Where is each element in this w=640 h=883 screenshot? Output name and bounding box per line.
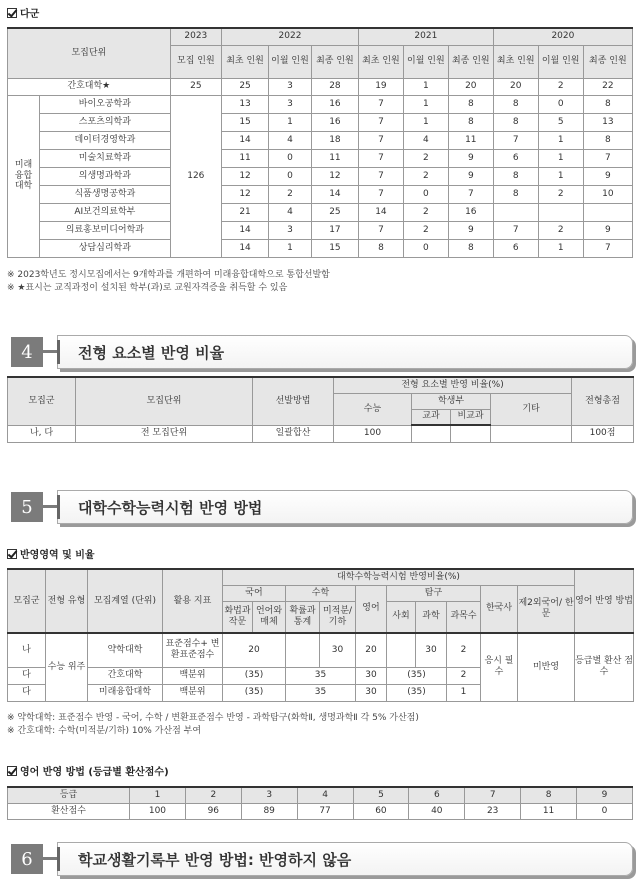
cell-korean: 20 <box>223 633 286 667</box>
table-row <box>8 425 634 442</box>
section-connector <box>43 857 57 860</box>
hdr-media: 언어와 매체 <box>253 601 286 633</box>
cell: 11 <box>222 149 269 167</box>
cell: 9 <box>448 221 493 239</box>
cell: 2 <box>269 185 312 203</box>
cell: 6 <box>493 149 538 167</box>
cell: 8 <box>358 239 403 257</box>
score-cell: 23 <box>465 803 521 819</box>
hdr-2020: 2020 <box>493 28 632 45</box>
cell-korean: (35) <box>223 684 286 701</box>
grade-label: 등급 <box>8 787 130 803</box>
cell: 9 <box>448 167 493 185</box>
cell: 8 <box>493 113 538 131</box>
hdr-final: 최종 인원 <box>311 45 358 78</box>
section-title: 학교생활기록부 반영 방법: 반영하지 않음 <box>57 842 633 876</box>
hdr-math: 수학 <box>286 585 356 601</box>
cell: 0 <box>269 167 312 185</box>
section-number: 4 <box>11 337 43 367</box>
nursing-name: 간호대학★ <box>8 78 171 95</box>
note-line: ※ 간호대학: 수학(미적분/기하) 10% 가산점 부여 <box>7 726 202 736</box>
cell-total: 100점 <box>572 425 634 442</box>
grade-cell: 5 <box>353 787 409 803</box>
score-label: 환산점수 <box>8 803 130 819</box>
cell-prob <box>286 633 320 667</box>
cell: 1 <box>538 149 583 167</box>
section-title: 대학수학능력시험 반영 방법 <box>57 490 633 524</box>
cell-calc: 30 <box>320 633 356 667</box>
cell: 7 <box>583 239 632 257</box>
table-row <box>8 167 633 185</box>
cell-etc <box>491 425 572 442</box>
cell-science: 30 <box>416 633 447 667</box>
cell-subjects: 1 <box>447 684 481 701</box>
cell-group: 다 <box>8 684 46 701</box>
cell: 15 <box>311 239 358 257</box>
grade-cell: 1 <box>130 787 186 803</box>
section-connector <box>43 350 57 353</box>
table-row <box>8 95 633 113</box>
cell: 1 <box>538 167 583 185</box>
cell: 3 <box>269 221 312 239</box>
cell: 2 <box>403 149 448 167</box>
cell-inquiry: (35) <box>387 667 447 684</box>
grade-cell: 8 <box>521 787 577 803</box>
score-cell: 89 <box>241 803 297 819</box>
hdr-unit: 모집계열 (단위) <box>88 569 163 633</box>
grade-cell: 3 <box>241 787 297 803</box>
dagun-table <box>7 27 633 258</box>
hdr-index: 활용 지표 <box>163 569 223 633</box>
cell: 22 <box>583 78 632 95</box>
eng-grade-table <box>7 786 633 820</box>
hdr-first: 최초 인원 <box>493 45 538 78</box>
cell <box>538 203 583 221</box>
cell: 14 <box>311 185 358 203</box>
cell-subjects: 2 <box>447 667 481 684</box>
cell: 0 <box>403 185 448 203</box>
cell: 25 <box>311 203 358 221</box>
hdr-group: 모집군 <box>8 377 76 425</box>
cell: 17 <box>311 221 358 239</box>
hdr-quota: 모집 인원 <box>170 45 221 78</box>
hdr-carry: 이월 인원 <box>269 45 312 78</box>
cell: 12 <box>311 167 358 185</box>
grade-cell: 4 <box>297 787 353 803</box>
cell: 1 <box>269 239 312 257</box>
cell: 16 <box>311 95 358 113</box>
cell: 9 <box>583 167 632 185</box>
cell: 7 <box>358 149 403 167</box>
dept-name: AI보건의료학부 <box>40 203 171 221</box>
hdr-carry: 이월 인원 <box>403 45 448 78</box>
score-cell: 60 <box>353 803 409 819</box>
section-6-header <box>7 842 633 876</box>
cell: 0 <box>538 95 583 113</box>
hdr-ratio: 대학수학능력시험 반영비율(%) <box>223 569 575 585</box>
grade-cell: 2 <box>185 787 241 803</box>
cell: 7 <box>358 167 403 185</box>
cell-index: 백분위 <box>163 684 223 701</box>
cell: 8 <box>583 95 632 113</box>
hdr-2023: 2023 <box>170 28 221 45</box>
cell-inquiry: (35) <box>387 684 447 701</box>
cell-eng-method: 등급별 환산 점수 <box>575 633 634 701</box>
cell-social <box>387 633 416 667</box>
cell <box>583 203 632 221</box>
cell: 7 <box>358 221 403 239</box>
cell: 8 <box>448 113 493 131</box>
hdr-foreign: 제2외국어/ 한문 <box>518 585 575 633</box>
cell: 11 <box>311 149 358 167</box>
cell: 14 <box>222 239 269 257</box>
checkbox-icon <box>7 766 17 776</box>
sec5-table <box>7 568 634 702</box>
hdr-eng-method: 영어 반영 방법 <box>575 569 634 633</box>
hdr-unit: 모집단위 <box>76 377 253 425</box>
cell-english: 30 <box>356 667 387 684</box>
cell: 1 <box>269 113 312 131</box>
grade-cell: 7 <box>465 787 521 803</box>
cell: 5 <box>538 113 583 131</box>
cell: 6 <box>493 239 538 257</box>
cell: 25 <box>222 78 269 95</box>
table-row <box>8 633 634 667</box>
cell-subject <box>412 425 451 442</box>
table-row <box>8 78 633 95</box>
cell: 16 <box>448 203 493 221</box>
cell: 18 <box>311 131 358 149</box>
cell: 14 <box>358 203 403 221</box>
cell: 8 <box>448 95 493 113</box>
cell: 9 <box>583 221 632 239</box>
hdr-final: 최종 인원 <box>583 45 632 78</box>
table-row <box>8 185 633 203</box>
cell: 1 <box>403 95 448 113</box>
cell: 10 <box>583 185 632 203</box>
section-connector <box>43 505 57 508</box>
hdr-2021: 2021 <box>358 28 493 45</box>
hdr-group: 모집군 <box>8 569 46 633</box>
cell: 3 <box>269 95 312 113</box>
hdr-science: 과학 <box>416 601 447 633</box>
cell: 13 <box>583 113 632 131</box>
cell: 8 <box>448 239 493 257</box>
dept-name: 의생명과학과 <box>40 167 171 185</box>
section-5-header <box>7 490 633 524</box>
cell-subjects: 2 <box>447 633 481 667</box>
cell: 1 <box>538 239 583 257</box>
hdr-social: 사회 <box>387 601 416 633</box>
dept-name: 스포츠의학과 <box>40 113 171 131</box>
cell: 12 <box>222 167 269 185</box>
dept-name: 식품생명공학과 <box>40 185 171 203</box>
note-line: ※ 약학대학: 표준점수 반영 - 국어, 수학 / 변환표준점수 반영 - 과학탐구(화학Ⅱ, 생명과학Ⅱ 각 5% 가산점) <box>7 713 419 723</box>
cell: 1 <box>403 78 448 95</box>
cell-unit: 약학대학 <box>88 633 163 667</box>
dept-name: 미술치료학과 <box>40 149 171 167</box>
hdr-prob: 확률과 통계 <box>286 601 320 633</box>
hdr-subject: 교과 <box>412 409 451 425</box>
cell-math: 35 <box>286 684 356 701</box>
cell: 0 <box>403 239 448 257</box>
cell-nonsubject <box>451 425 491 442</box>
cell: 28 <box>311 78 358 95</box>
sub2-heading <box>7 763 169 778</box>
cell-suneung: 100 <box>334 425 412 442</box>
cell: 2 <box>538 185 583 203</box>
hdr-suneung: 수능 <box>334 393 412 425</box>
cell: 13 <box>222 95 269 113</box>
cell: 7 <box>583 149 632 167</box>
cell: 9 <box>448 149 493 167</box>
cell: 2 <box>538 78 583 95</box>
dept-name: 의료홍보미디어학과 <box>40 221 171 239</box>
cell: 7 <box>358 185 403 203</box>
sec4-table <box>7 376 634 443</box>
score-cell: 11 <box>521 803 577 819</box>
hdr-method: 선발방법 <box>253 377 334 425</box>
grade-cell: 9 <box>577 787 633 803</box>
cell-type: 수능 위주 <box>46 633 88 701</box>
group-quota: 126 <box>170 95 221 257</box>
cell: 2 <box>538 221 583 239</box>
table-row <box>8 221 633 239</box>
section-number: 6 <box>11 844 43 874</box>
table-row <box>8 239 633 257</box>
cell: 2 <box>403 203 448 221</box>
hdr-first: 최초 인원 <box>358 45 403 78</box>
cell: 12 <box>222 185 269 203</box>
section-title: 전형 요소별 반영 비율 <box>57 335 633 369</box>
score-cell: 96 <box>185 803 241 819</box>
cell: 0 <box>269 149 312 167</box>
cell: 7 <box>448 185 493 203</box>
cell-korean: (35) <box>223 667 286 684</box>
hdr-etc: 기타 <box>491 393 572 425</box>
hdr-speech: 화법과 작문 <box>223 601 253 633</box>
cell-history: 응시 필수 <box>481 633 518 701</box>
hdr-nonsubject: 비교과 <box>451 409 491 425</box>
cell-group: 나 <box>8 633 46 667</box>
note-line: ※ ★표시는 교직과정이 설치된 학부(과)로 교원자격증을 취득할 수 있음 <box>7 283 288 293</box>
dept-name: 바이오공학과 <box>40 95 171 113</box>
cell: 16 <box>311 113 358 131</box>
cell: 7 <box>493 131 538 149</box>
hdr-2022: 2022 <box>222 28 359 45</box>
cell-group: 나, 다 <box>8 425 76 442</box>
cell-unit: 전 모집단위 <box>76 425 253 442</box>
group-name: 미래 융합 대학 <box>8 95 40 257</box>
cell-english: 20 <box>356 633 387 667</box>
cell: 14 <box>222 221 269 239</box>
cell-math: 35 <box>286 667 356 684</box>
section-4-header <box>7 335 633 369</box>
cell-foreign: 미반영 <box>518 633 575 701</box>
cell: 7 <box>493 221 538 239</box>
table-row <box>8 203 633 221</box>
sub1-heading <box>7 546 95 561</box>
hdr-unit: 모집단위 <box>8 28 171 78</box>
cell: 7 <box>358 131 403 149</box>
cell-method: 일괄합산 <box>253 425 334 442</box>
cell: 8 <box>493 185 538 203</box>
cell: 4 <box>269 203 312 221</box>
cell: 3 <box>269 78 312 95</box>
score-cell: 40 <box>409 803 465 819</box>
cell: 4 <box>403 131 448 149</box>
dagun-heading <box>7 5 39 20</box>
cell-group: 다 <box>8 667 46 684</box>
hdr-total: 전형총점 <box>572 377 634 425</box>
section-number: 5 <box>11 492 43 522</box>
cell: 7 <box>358 95 403 113</box>
hdr-calc: 미적분/ 기하 <box>320 601 356 633</box>
cell: 14 <box>222 131 269 149</box>
cell: 2 <box>403 221 448 239</box>
dagun-title: 다군 <box>20 9 40 20</box>
sec5-notes <box>7 712 419 738</box>
hdr-final: 최종 인원 <box>448 45 493 78</box>
cell: 1 <box>538 131 583 149</box>
cell: 20 <box>448 78 493 95</box>
hdr-record: 학생부 <box>412 393 491 409</box>
cell: 2 <box>403 167 448 185</box>
cell: 11 <box>448 131 493 149</box>
cell <box>493 203 538 221</box>
cell-index: 백분위 <box>163 667 223 684</box>
cell-unit: 간호대학 <box>88 667 163 684</box>
cell: 19 <box>358 78 403 95</box>
hdr-history: 한국사 <box>481 585 518 633</box>
score-cell: 100 <box>130 803 186 819</box>
cell-unit: 미래융합대학 <box>88 684 163 701</box>
checkbox-icon <box>7 549 17 559</box>
dept-name: 상담심리학과 <box>40 239 171 257</box>
checkbox-icon <box>7 8 17 18</box>
score-cell: 0 <box>577 803 633 819</box>
cell: 4 <box>269 131 312 149</box>
cell-index: 표준점수+ 변환표준점수 <box>163 633 223 667</box>
cell: 8 <box>493 167 538 185</box>
hdr-carry: 이월 인원 <box>538 45 583 78</box>
cell: 8 <box>583 131 632 149</box>
grade-cell: 6 <box>409 787 465 803</box>
cell-english: 30 <box>356 684 387 701</box>
hdr-english: 영어 <box>356 585 387 633</box>
table-row <box>8 113 633 131</box>
cell: 8 <box>493 95 538 113</box>
hdr-first: 최초 인원 <box>222 45 269 78</box>
cell: 1 <box>403 113 448 131</box>
hdr-type: 전형 유형 <box>46 569 88 633</box>
cell: 21 <box>222 203 269 221</box>
sub2-title: 영어 반영 방법 (등급별 환산점수) <box>20 767 169 778</box>
hdr-korean: 국어 <box>223 585 286 601</box>
hdr-inquiry: 탐구 <box>387 585 481 601</box>
cell: 20 <box>493 78 538 95</box>
score-cell: 77 <box>297 803 353 819</box>
cell: 15 <box>222 113 269 131</box>
dagun-notes <box>7 269 330 295</box>
hdr-ratio: 전형 요소별 반영 비율(%) <box>334 377 572 393</box>
hdr-subjects: 과목수 <box>447 601 481 633</box>
cell: 25 <box>170 78 221 95</box>
sub1-title: 반영영역 및 비율 <box>20 550 95 561</box>
note-line: ※ 2023학년도 정시모집에서는 9개학과를 개편하여 미래융합대학으로 통합선발함 <box>7 270 330 280</box>
table-row <box>8 149 633 167</box>
cell: 7 <box>358 113 403 131</box>
table-row <box>8 131 633 149</box>
dept-name: 데이터경영학과 <box>40 131 171 149</box>
